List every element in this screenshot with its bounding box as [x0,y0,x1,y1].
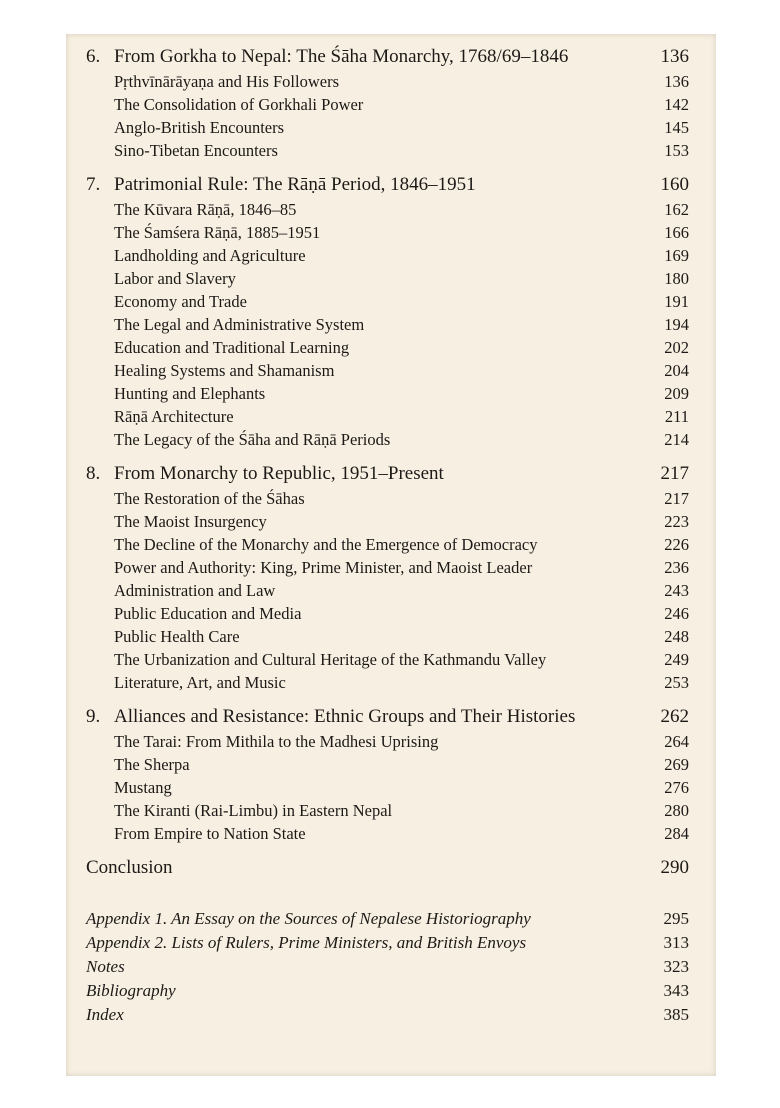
section-title: Anglo-British Encounters [114,118,285,137]
section-title: The Legacy of the Śāha and Rāṇā Periods [114,430,391,449]
appendix-entry [86,907,689,931]
section-entry [86,799,689,822]
chapter-number: 6. [86,46,101,67]
chapter-number: 7. [86,174,101,195]
appendix-title: Appendix 1. An Essay on the Sources of Nepalese Historiography [86,909,531,928]
page-number: 313 [663,933,689,952]
section-title: The Restoration of the Śāhas [114,489,305,508]
page-number: 295 [663,909,689,928]
conclusion-title: Conclusion [86,857,173,878]
section-entry [86,602,689,625]
section-entry [86,648,689,671]
page-number: 276 [664,778,689,797]
section-title: Literature, Art, and Music [114,673,286,692]
chapter-title-group [86,172,476,198]
section-entry [86,290,689,313]
section-title: The Tarai: From Mithila to the Madhesi Uprising [114,732,439,751]
section-title: The Śamśera Rāṇā, 1885–1951 [114,223,321,242]
section-title: Pṛthvīnārāyaṇa and His Followers [114,72,339,91]
section-entry [86,359,689,382]
page-number: 202 [664,338,689,357]
section-entry [86,244,689,267]
chapter-title-group [86,44,568,70]
section-entry [86,198,689,221]
page-number: 223 [664,512,689,531]
section-title: The Sherpa [114,755,190,774]
page-number: 385 [663,1005,689,1024]
section-entry [86,776,689,799]
section-entry [86,556,689,579]
section-entry [86,730,689,753]
section-title: Landholding and Agriculture [114,246,306,265]
section-title: The Consolidation of Gorkhali Power [114,95,364,114]
page-number: 264 [664,732,689,751]
section-entry [86,382,689,405]
page-number: 204 [664,361,689,380]
section-title: Hunting and Elephants [114,384,266,403]
section-title: The Maoist Insurgency [114,512,267,531]
table-of-contents [86,44,689,1027]
back-matter [86,907,689,1027]
page-number: 246 [664,604,689,623]
page-number: 253 [664,673,689,692]
page-number: 136 [660,46,689,67]
page-number: 142 [664,95,689,114]
page-number: 145 [664,118,689,137]
section-title: From Empire to Nation State [114,824,306,843]
chapter-number: 9. [86,706,101,727]
page-number: 209 [664,384,689,403]
section-title: The Urbanization and Cultural Heritage of the Kathmandu Valley [114,650,547,669]
section-title: Education and Traditional Learning [114,338,350,357]
section-title: Labor and Slavery [114,269,236,288]
page-number: 160 [660,174,689,195]
section-title: Healing Systems and Shamanism [114,361,335,380]
chapter-9 [86,704,689,845]
conclusion-entry [86,855,689,881]
notes-title: Notes [86,957,125,976]
page-number: 236 [664,558,689,577]
page-number: 249 [664,650,689,669]
section-entry [86,533,689,556]
section-entry [86,139,689,162]
page-number: 180 [664,269,689,288]
chapter-title-group [86,461,444,487]
appendix-entry [86,931,689,955]
page-number: 194 [664,315,689,334]
page-number: 166 [664,223,689,242]
bibliography-title: Bibliography [86,981,176,1000]
section-entry [86,625,689,648]
section-entry [86,93,689,116]
chapter-6 [86,44,689,162]
section-title: Power and Authority: King, Prime Minister, and Maoist Leader [114,558,533,577]
section-entry [86,221,689,244]
chapter-heading [86,172,689,198]
appendix-title: Appendix 2. Lists of Rulers, Prime Ministers, and British Envoys [86,933,527,952]
section-title: Economy and Trade [114,292,247,311]
page-number: 248 [664,627,689,646]
bibliography-entry [86,979,689,1003]
section-entry [86,753,689,776]
page-number: 217 [660,463,689,484]
page-number: 136 [664,72,689,91]
section-title: The Decline of the Monarchy and the Emergence of Democracy [114,535,538,554]
chapter-7 [86,172,689,451]
section-title: The Legal and Administrative System [114,315,365,334]
section-entry [86,405,689,428]
section-entry [86,267,689,290]
page-number: 214 [664,430,689,449]
section-title: Public Education and Media [114,604,302,623]
page-number: 162 [664,200,689,219]
page-number: 243 [664,581,689,600]
section-title: Rāṇā Architecture [114,407,234,426]
chapter-8 [86,461,689,694]
section-entry [86,510,689,533]
section-entry [86,313,689,336]
chapter-number: 8. [86,463,101,484]
page-number: 262 [660,706,689,727]
section-entry [86,579,689,602]
page-number: 269 [664,755,689,774]
section-entry [86,336,689,359]
chapter-heading [86,704,689,730]
chapter-title: Alliances and Resistance: Ethnic Groups and Their Histories [114,706,576,727]
page-number: 323 [663,957,689,976]
section-entry [86,116,689,139]
section-entry [86,822,689,845]
page-number: 153 [664,141,689,160]
page-number: 343 [663,981,689,1000]
section-entry [86,671,689,694]
section-title: Public Health Care [114,627,240,646]
index-title: Index [86,1005,124,1024]
page-number: 290 [660,857,689,878]
notes-entry [86,955,689,979]
section-title: The Kūvara Rāṇā, 1846–85 [114,200,297,219]
page-number: 169 [664,246,689,265]
chapter-title: Patrimonial Rule: The Rāṇā Period, 1846–1951 [114,174,476,195]
section-title: Mustang [114,778,172,797]
page-number: 284 [664,824,689,843]
section-entry [86,70,689,93]
chapter-heading [86,44,689,70]
chapter-title: From Gorkha to Nepal: The Śāha Monarchy, 1768/69–1846 [114,46,569,67]
page-number: 211 [664,407,689,426]
page-number: 217 [664,489,689,508]
section-entry [86,428,689,451]
section-title: Administration and Law [114,581,276,600]
page-number: 191 [664,292,689,311]
index-entry [86,1003,689,1027]
section-title: The Kiranti (Rai-Limbu) in Eastern Nepal [114,801,393,820]
page-number: 226 [664,535,689,554]
chapter-title: From Monarchy to Republic, 1951–Present [114,463,444,484]
chapter-title-group [86,704,575,730]
section-title: Sino-Tibetan Encounters [114,141,278,160]
book-page [66,34,716,1076]
chapter-heading [86,461,689,487]
section-entry [86,487,689,510]
page-number: 280 [664,801,689,820]
